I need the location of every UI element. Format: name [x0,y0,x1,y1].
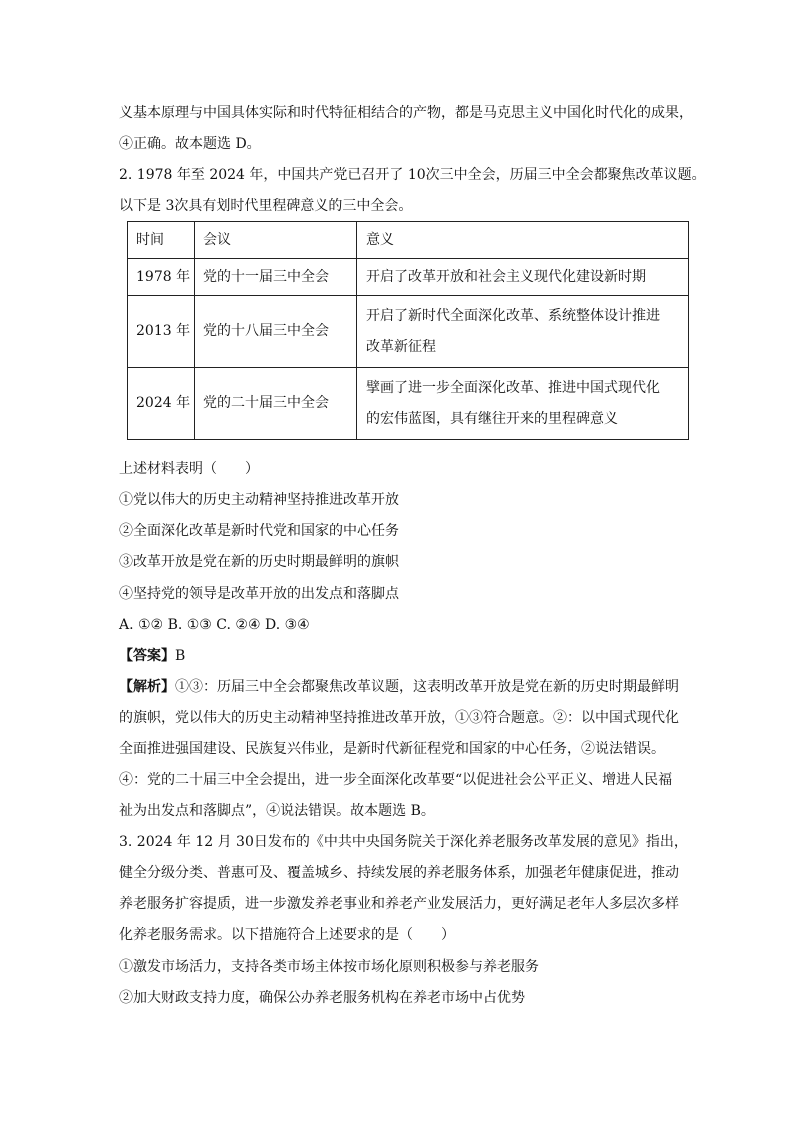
analysis-label: 【解析】 [119,679,175,695]
question-3-line: 化养老服务需求。以下措施符合上述要求的是（ ） [119,927,455,943]
meaning-text: 开启了新时代全面深化改革、系统整体设计推进 [366,307,660,324]
meaning-cell [357,296,689,368]
option-line: ③改革开放是党在新的历史时期最鲜明的旗帜 [119,554,399,570]
option-line: ①党以伟大的历史主动精神坚持推进改革开放 [119,492,399,508]
option-line: ①激发市场活力，支持各类市场主体按市场化原则积极参与养老服务 [119,959,539,975]
answer-label: 【答案】 [119,648,175,664]
analysis-line: 祉为出发点和落脚点”，④说法错误。故本题选 B。 [119,803,435,819]
table-row [128,368,689,440]
meaning-cell [357,368,689,440]
analysis-line: 全面推进强国建设、民族复兴伟业，是新时代新征程党和国家的中心任务，②说法错误。 [119,741,665,757]
header-cell: 会议 [195,222,357,259]
text-line: ④正确。故本题选 D。 [119,136,261,152]
year-cell: 2024 年 [128,368,195,440]
answer-line [119,646,185,666]
question-2-line: 2. 1978 年至 2024 年，中国共产党已召开了 10次三中全会，历届三中全会都聚焦改革议题。 [119,167,706,183]
question-3-line: 养老服务扩容提质，进一步激发养老事业和养老产业发展活力，更好满足老年人多层次多样 [119,896,679,912]
year-cell: 1978 年 [128,259,195,296]
meetings-table [127,221,689,440]
answer-value: B [175,648,186,664]
table-row [128,296,689,368]
choices-line: A. ①② B. ①③ C. ②④ D. ③④ [119,617,310,633]
option-line: ②全面深化改革是新时代党和国家的中心任务 [119,523,399,539]
meaning-text: 的宏伟蓝图，具有继往开来的里程碑意义 [366,410,618,427]
analysis-line: ④：党的二十届三中全会提出，进一步全面深化改革要“以促进社会公平正义、增进人民福 [119,772,673,788]
option-line: ④坚持党的领导是改革开放的出发点和落脚点 [119,586,399,602]
question-2-line: 以下是 3次具有划时代里程碑意义的三中全会。 [119,198,413,214]
header-cell: 意义 [357,222,689,259]
analysis-text: ①③：历届三中全会都聚焦改革议题，这表明改革开放是党在新的历史时期最鲜明 [175,679,679,695]
analysis-line: 的旗帜，党以伟大的历史主动精神坚持推进改革开放，①③符合题意。②：以中国式现代化 [119,710,679,726]
meaning-text: 擘画了进一步全面深化改革、推进中国式现代化 [366,379,660,396]
meaning-text: 改革新征程 [366,338,436,355]
meeting-cell: 党的十八届三中全会 [195,296,357,368]
header-cell: 时间 [128,222,195,259]
year-cell: 2013 年 [128,296,195,368]
table-row [128,259,689,296]
text-line: 义基本原理与中国具体实际和时代特征相结合的产物，都是马克思主义中国化时代化的成果， [119,105,693,121]
question-3-line: 3. 2024 年 12 月 30日发布的《中共中央国务院关于深化养老服务改革发展的意见》指出， [119,834,688,850]
meaning-text: 开启了改革开放和社会主义现代化建设新时期 [366,268,646,285]
analysis-line [119,677,679,697]
question-3-line: 健全分级分类、普惠可及、覆盖城乡、持续发展的养老服务体系，加强老年健康促进，推动 [119,865,679,881]
meaning-cell [357,259,689,296]
question-stem: 上述材料表明（ ） [119,461,259,477]
table-header-row [128,222,689,259]
meeting-cell: 党的二十届三中全会 [195,368,357,440]
meeting-cell: 党的十一届三中全会 [195,259,357,296]
option-line: ②加大财政支持力度，确保公办养老服务机构在养老市场中占优势 [119,990,525,1006]
